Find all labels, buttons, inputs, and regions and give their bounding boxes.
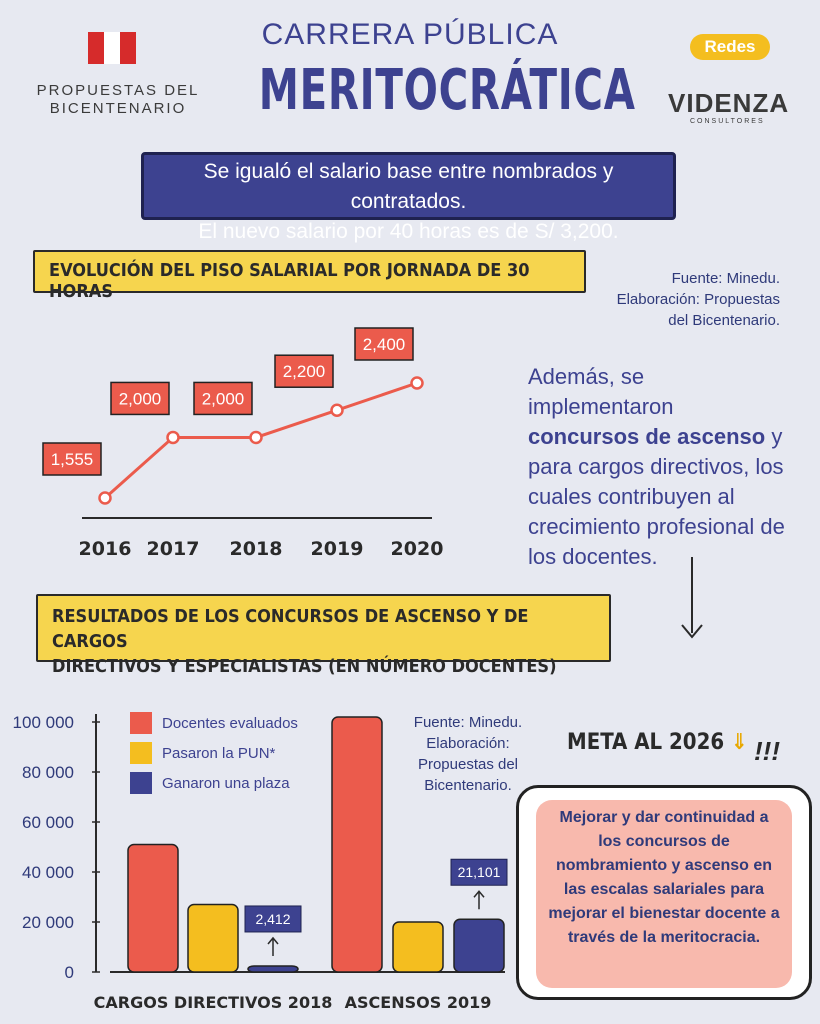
data-label <box>355 328 413 360</box>
data-label <box>275 355 333 387</box>
bar-value-label <box>245 906 301 932</box>
section2-heading <box>36 594 611 677</box>
bar <box>248 966 298 972</box>
x-tick-label: 2016 <box>78 538 132 560</box>
down-arrow-icon: ⇓ <box>731 730 748 755</box>
bar-value-text: 21,101 <box>457 864 501 881</box>
side-text-bold: concursos de ascenso <box>528 424 766 449</box>
category-label: ASCENSOS 2019 <box>344 993 492 1012</box>
y-tick-label: 40 000 <box>22 863 74 882</box>
meta-text: Mejorar y dar continuidad a los concursos de nombramiento y ascenso en las escalas salariales para mejorar el bienestar docente a través de la meritocracia. <box>536 800 792 988</box>
banner-line1: Se igualó el salario base entre nombrados y contratados. <box>203 160 614 213</box>
data-point <box>332 405 343 416</box>
bar-value-text: 2,412 <box>255 910 291 927</box>
salary-line-chart <box>0 300 500 570</box>
bar <box>128 845 178 973</box>
y-tick-label: 0 <box>64 963 74 982</box>
y-tick-label: 20 000 <box>22 913 74 932</box>
banner-line2: El nuevo salario por 40 horas es de S/ 3,200. <box>198 220 619 243</box>
legend-label-plaza: Ganaron una plaza <box>162 774 290 792</box>
bar <box>393 922 443 972</box>
y-tick-label: 60 000 <box>22 813 74 832</box>
section2-source-line3: Propuestas del <box>417 756 519 773</box>
data-label-text: 1,555 <box>50 450 94 469</box>
brand-logo: VIDENZA <box>668 88 790 118</box>
y-tick-label: 80 000 <box>22 763 74 782</box>
x-tick-label: 2017 <box>146 538 200 560</box>
bar <box>188 905 238 973</box>
section1-heading: EVOLUCIÓN DEL PISO SALARIAL POR JORNADA DE 30 HORAS <box>33 250 586 293</box>
data-point <box>251 432 262 443</box>
data-label <box>43 443 101 475</box>
results-bar-chart <box>0 700 520 1024</box>
meta-label <box>567 730 748 755</box>
section2-heading-line1: RESULTADOS DE LOS CONCURSOS DE ASCENSO Y DE CARGOS <box>52 606 529 652</box>
data-label-text: 2,000 <box>118 389 162 409</box>
data-label-text: 2,200 <box>282 362 326 382</box>
data-point <box>168 432 179 443</box>
org-name <box>28 82 208 118</box>
side-text-part2: y para cargos directivos, los cuales contribuyen al crecimiento profesional de los docentes. <box>528 424 785 569</box>
meta-label-text: META AL 2026 <box>567 730 725 755</box>
section1-source <box>600 268 780 331</box>
up-arrow-icon <box>268 938 278 956</box>
data-label <box>194 382 252 414</box>
x-tick-label: 2019 <box>310 538 364 560</box>
connector-arrow-icon <box>676 555 706 645</box>
page-title-line1: CARRERA PÚBLICA <box>261 18 559 51</box>
category-label: CARGOS DIRECTIVOS 2018 <box>93 993 333 1012</box>
legend-label-evaluados: Docentes evaluados <box>162 714 298 732</box>
org-name-line2: BICENTENARIO <box>49 100 187 117</box>
x-tick-label: 2020 <box>390 538 444 560</box>
data-point <box>412 378 423 389</box>
x-tick-label: 2018 <box>229 538 283 560</box>
data-label-text: 2,400 <box>362 335 406 354</box>
data-point <box>100 493 111 504</box>
bar <box>454 919 504 972</box>
side-text <box>528 362 788 572</box>
section1-source-line3: del Bicentenario. <box>668 312 780 329</box>
page-title-line2: MERITOCRÁTICA <box>258 58 636 123</box>
org-name-line1: PROPUESTAS DEL <box>36 82 200 99</box>
section1-source-line2: Elaboración: Propuestas <box>616 291 780 308</box>
bar-value-label <box>451 859 507 885</box>
y-tick-label: 100 000 <box>12 713 74 732</box>
side-text-part1: Además, se implementaron <box>528 364 674 419</box>
data-label <box>111 382 169 414</box>
section2-source-line2: Elaboración: <box>426 735 510 752</box>
section2-source-line4: Bicentenario. <box>424 777 512 794</box>
brand-subtitle: CONSULTORES <box>690 118 765 125</box>
section2-heading-line2: DIRECTIVOS Y ESPECIALISTAS (EN NÚMERO DOCENTES) <box>52 656 557 677</box>
data-label-text: 2,000 <box>201 389 245 409</box>
peru-flag-logo <box>88 32 136 64</box>
section2-source-line1: Fuente: Minedu. <box>413 714 523 731</box>
salary-banner <box>141 152 676 243</box>
exclamation-marks: !!! <box>754 736 780 766</box>
bar <box>332 717 382 972</box>
redes-badge: Redes <box>690 34 770 60</box>
legend-label-pun: Pasaron la PUN* <box>162 744 276 762</box>
section1-source-line1: Fuente: Minedu. <box>671 270 780 287</box>
up-arrow-icon <box>474 891 484 909</box>
